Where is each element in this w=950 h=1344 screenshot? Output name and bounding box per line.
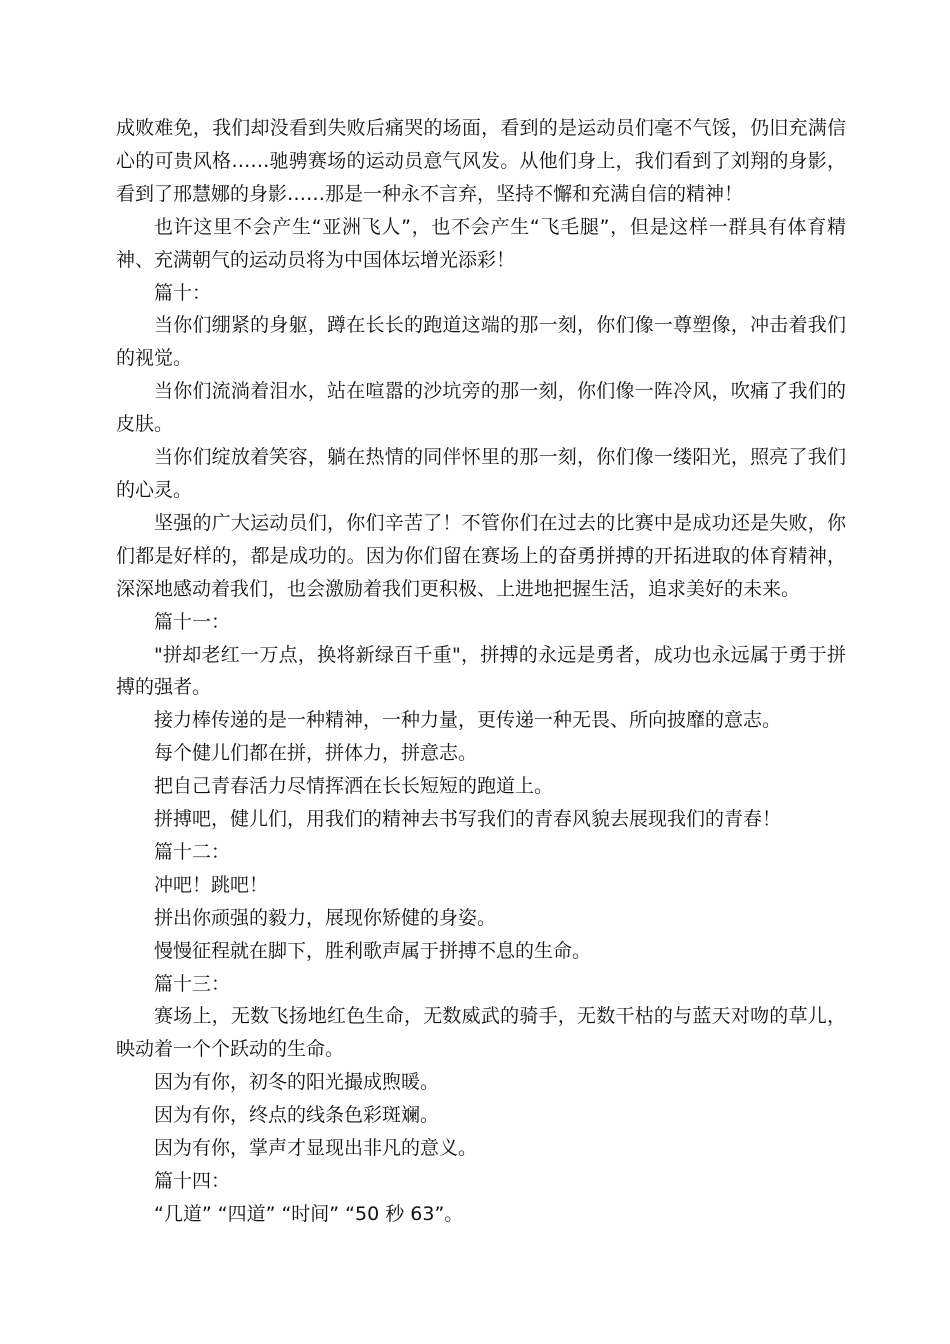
paragraph: 慢慢征程就在脚下，胜利歌声属于拼搏不息的生命。 <box>154 939 592 962</box>
paragraph: 当你们绷紧的身躯，蹲在长长的跑道这端的那一刻，你们像一尊塑像，冲击着我们的视觉。 <box>116 314 846 370</box>
paragraph: 赛场上，无数飞扬地红色生命，无数威武的骑手，无数干枯的与蓝天对吻的草儿，映动着一个个跃动的生命。 <box>116 1005 846 1061</box>
document-body <box>116 112 846 1231</box>
paragraph: "拼却老红一万点，换将新绿百千重"，拼搏的永远是勇者，成功也永远属于勇于拼搏的强者。 <box>116 643 846 699</box>
paragraph: 成败难免，我们却没看到失败后痛哭的场面，看到的是运动员们毫不气馁，仍旧充满信心的可贵风格……驰骋赛场的运动员意气风发。从他们身上，我们看到了刘翔的身影，看到了邢慧娜的身影……那是一种永不言弃，坚持不懈和充满自信的精神！ <box>116 117 846 205</box>
section-heading: 篇十二： <box>154 840 231 863</box>
paragraph: 因为有你，初冬的阳光撮成煦暖。 <box>154 1071 440 1094</box>
paragraph: 坚强的广大运动员们，你们辛苦了！不管你们在过去的比赛中是成功还是失败，你们都是好样的，都是成功的。因为你们留在赛场上的奋勇拼搏的开拓进取的体育精神，深深地感动着我们，也会激励着我们更积极、上进地把握生活，追求美好的未来。 <box>116 511 846 600</box>
paragraph: 当你们绽放着笑容，躺在热情的同伴怀里的那一刻，你们像一缕阳光，照亮了我们的心灵。 <box>116 446 846 501</box>
paragraph: 冲吧！跳吧！ <box>154 873 269 896</box>
section-heading: 篇十三： <box>154 972 231 995</box>
paragraph: 每个健儿们都在拼，拼体力，拼意志。 <box>154 742 478 765</box>
section-heading: 篇十四： <box>154 1170 231 1192</box>
section-heading: 篇十： <box>154 281 212 304</box>
paragraph: 因为有你，掌声才显现出非凡的意义。 <box>154 1137 478 1160</box>
section-heading: 篇十一： <box>154 610 231 633</box>
paragraph: 也许这里不会产生“亚洲飞人”，也不会产生“飞毛腿”，但是这样一群具有体育精神、充满朝气的运动员将为中国体坛增光添彩！ <box>116 215 846 271</box>
paragraph: 把自己青春活力尽情挥洒在长长短短的跑道上。 <box>154 775 554 798</box>
paragraph: “几道” “四道” “时间” “50 秒 63”。 <box>154 1202 464 1225</box>
paragraph: 拼出你顽强的毅力，展现你矫健的身姿。 <box>154 906 497 929</box>
paragraph: 拼搏吧，健儿们，用我们的精神去书写我们的青春风貌去展现我们的青春！ <box>154 808 782 831</box>
paragraph: 当你们流淌着泪水，站在喧嚣的沙坑旁的那一刻，你们像一阵冷风，吹痛了我们的皮肤。 <box>116 380 846 436</box>
paragraph: 接力棒传递的是一种精神，一种力量，更传递一种无畏、所向披靡的意志。 <box>154 709 782 732</box>
paragraph: 因为有你，终点的线条色彩斑斓。 <box>154 1104 440 1127</box>
